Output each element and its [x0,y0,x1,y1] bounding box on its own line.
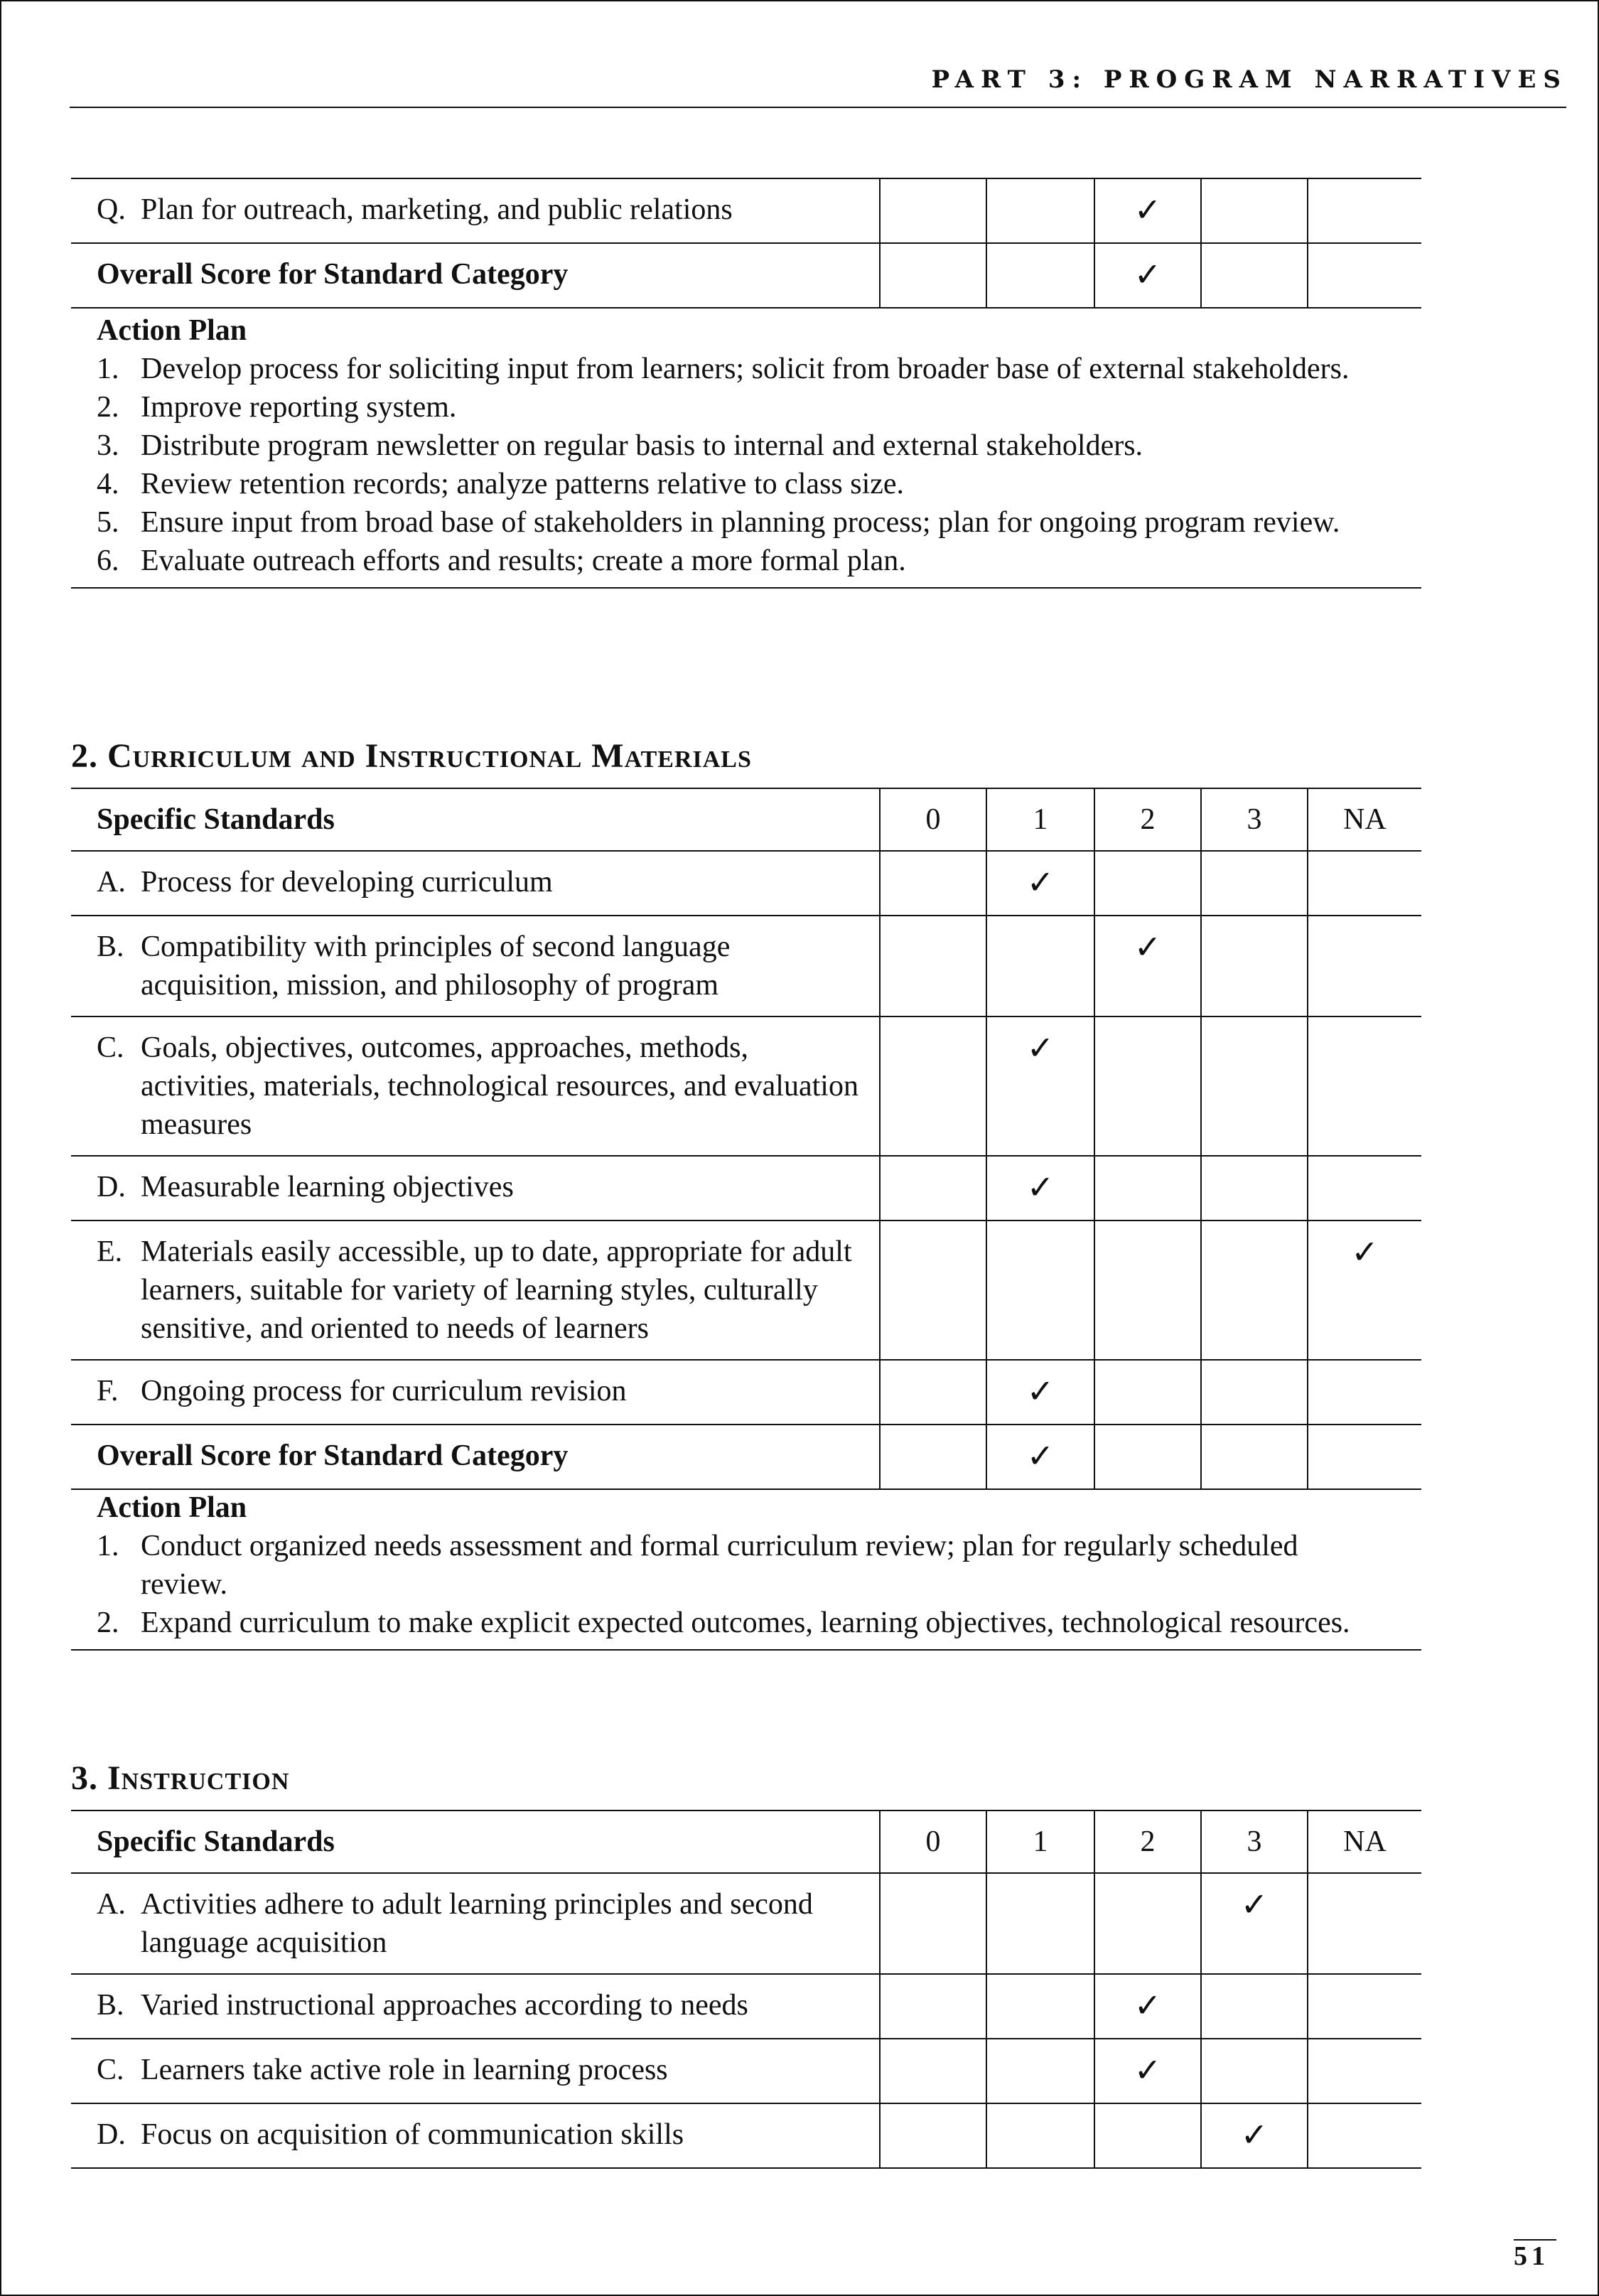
score-cell [986,1360,1094,1425]
table-row [71,1873,1421,1974]
action-plan-text: Improve reporting system. [141,391,457,424]
score-cell [1308,243,1421,308]
standard-text: Materials easily accessible, up to date, appropriate for adult learners, suitable for variety of learning styles, culturally sensitive, and oriented to needs of learners [141,1235,852,1345]
standard-item [97,1168,865,1206]
standards-table-body [71,851,1421,1489]
score-cell [1308,2039,1421,2103]
column-header-score: 1 [986,788,1094,851]
column-header-score: 3 [1201,788,1308,851]
standard-item [97,1986,865,2024]
score-cell [986,1873,1094,1974]
standards-table-curriculum [71,788,1421,1490]
score-cell [986,1221,1094,1360]
table-header-row [71,788,1421,851]
score-cell [1201,1974,1308,2039]
standard-label [71,2039,880,2103]
score-cell [880,1221,986,1360]
score-cell [880,1156,986,1221]
standards-table-outreach [71,178,1421,309]
score-cell [1201,2039,1308,2103]
header-rule [70,107,1566,108]
action-plan-item [97,1604,1379,1642]
action-plan-number: 2. [97,391,119,424]
action-plan-item [97,350,1379,388]
standards-table-body [71,178,1421,308]
table-row [71,178,1421,243]
overall-score-row [71,243,1421,308]
score-cell [880,916,986,1016]
standard-label [71,1974,880,2039]
table-row [71,2039,1421,2103]
score-cell [1094,916,1201,1016]
standard-label [71,1873,880,1974]
score-cell [1308,178,1421,243]
action-plan-number: 1. [97,1530,119,1562]
check-mark-icon: ✓ [1134,255,1162,294]
score-cell [986,1974,1094,2039]
standard-item [97,2051,865,2089]
table-row [71,851,1421,916]
score-cell [880,1974,986,2039]
standard-item [97,1885,865,1962]
standard-item [97,1029,865,1144]
column-header-specific-standards: Specific Standards [71,788,880,851]
standard-item [97,1233,865,1348]
score-cell [986,851,1094,916]
standard-letter: D. [97,1171,126,1203]
check-mark-icon: ✓ [1026,1168,1055,1206]
action-plan-list [97,1527,1379,1642]
score-cell [1308,1156,1421,1221]
action-plan-section1 [71,301,1421,589]
standard-text: Varied instructional approaches according to needs [141,1989,748,2022]
score-cell [1201,178,1308,243]
score-cell [1094,1873,1201,1974]
table-row [71,2103,1421,2168]
standard-text: Overall Score for Standard Category [97,1439,569,1472]
standards-table-header [71,788,1421,851]
score-cell [1094,1221,1201,1360]
score-cell [986,178,1094,243]
action-plan-text: Conduct organized needs assessment and formal curriculum review; plan for regularly scheduled review. [141,1530,1298,1601]
standard-text: Goals, objectives, outcomes, approaches, methods, activities, materials, technological resources, and evaluation measures [141,1031,858,1141]
action-plan-item [97,1527,1379,1604]
action-plan-item [97,503,1379,542]
standard-label [71,916,880,1016]
action-plan-item [97,388,1379,427]
action-plan-title: Action Plan [97,1491,247,1524]
standard-text: Activities adhere to adult learning principles and second language acquisition [141,1888,813,1959]
action-plan-number: 3. [97,429,119,462]
standards-table-body [71,1873,1421,2168]
score-cell [880,2103,986,2168]
column-header-specific-standards: Specific Standards [71,1810,880,1873]
score-cell [1201,851,1308,916]
score-cell [1308,851,1421,916]
standard-label [71,1360,880,1425]
standard-item [97,1372,865,1410]
check-mark-icon: ✓ [1134,1986,1162,2024]
column-header-score: 1 [986,1810,1094,1873]
score-cell [1094,2039,1201,2103]
running-head: PART 3: PROGRAM NARRATIVES [931,65,1568,94]
standard-letter: D. [97,2118,126,2151]
action-plan-number: 1. [97,353,119,385]
score-cell [1094,243,1201,308]
score-cell [986,243,1094,308]
standard-label [71,1016,880,1156]
column-header-score: NA [1308,788,1421,851]
table-row [71,1156,1421,1221]
check-mark-icon: ✓ [1240,2115,1269,2154]
action-plan-text: Review retention records; analyze patterns relative to class size. [141,468,905,500]
standards-table-header [71,1810,1421,1873]
action-plan-text: Ensure input from broad base of stakeholders in planning process; plan for ongoing program review. [141,506,1340,539]
score-cell [880,851,986,916]
score-cell [880,2039,986,2103]
action-plan-text: Distribute program newsletter on regular basis to internal and external stakeholders. [141,429,1143,462]
score-cell [1308,1873,1421,1974]
column-header-score: 2 [1094,788,1201,851]
score-cell [880,178,986,243]
standard-text: Compatibility with principles of second language acquisition, mission, and philosophy of program [141,930,731,1002]
check-mark-icon: ✓ [1134,191,1162,229]
check-mark-icon: ✓ [1026,1029,1055,1067]
standard-letter: B. [97,930,124,963]
column-header-score: 0 [880,1810,986,1873]
standard-letter: A. [97,1888,126,1921]
check-mark-icon: ✓ [1134,2051,1162,2089]
standard-item [97,2115,865,2154]
action-plan-list [97,350,1379,580]
standard-text: Overall Score for Standard Category [97,258,569,291]
standard-text: Plan for outreach, marketing, and public relations [141,193,733,226]
score-cell [986,2039,1094,2103]
standard-label [71,178,880,243]
column-header-score: 2 [1094,1810,1201,1873]
score-cell [1308,1360,1421,1425]
standard-letter: F. [97,1375,119,1407]
score-cell [986,916,1094,1016]
score-cell [1201,1016,1308,1156]
action-plan-number: 6. [97,545,119,577]
standard-letter: Q. [97,193,126,226]
score-cell [880,243,986,308]
score-cell [1201,1156,1308,1221]
table-row [71,1221,1421,1360]
score-cell [1094,851,1201,916]
score-cell [986,1156,1094,1221]
action-plan-number: 2. [97,1606,119,1639]
score-cell [1201,1360,1308,1425]
score-cell [1308,1221,1421,1360]
standard-letter: B. [97,1989,124,2022]
column-header-score: 0 [880,788,986,851]
score-cell [1201,1221,1308,1360]
table-row [71,916,1421,1016]
action-plan-text: Develop process for soliciting input from learners; solicit from broader base of external stakeholders. [141,353,1350,385]
check-mark-icon: ✓ [1134,928,1162,966]
standard-letter: A. [97,866,126,898]
score-cell [1308,1016,1421,1156]
score-cell [1201,243,1308,308]
standard-label [71,851,880,916]
standard-label [71,1156,880,1221]
score-cell [1094,1974,1201,2039]
standard-text: Measurable learning objectives [141,1171,514,1203]
page-number: 51 [1514,2241,1549,2271]
score-cell [1308,2103,1421,2168]
standard-text: Process for developing curriculum [141,866,553,898]
action-plan-number: 5. [97,506,119,539]
table-row [71,1360,1421,1425]
score-cell [986,1016,1094,1156]
section-heading-curriculum: 2. Curriculum and Instructional Materials [71,737,752,775]
score-cell [1094,178,1201,243]
action-plan-section2 [71,1479,1421,1651]
standard-text: Ongoing process for curriculum revision [141,1375,627,1407]
standard-text: Learners take active role in learning process [141,2054,668,2086]
check-mark-icon: ✓ [1026,1437,1055,1475]
score-cell [986,2103,1094,2168]
standard-text: Focus on acquisition of communication skills [141,2118,684,2151]
standard-label [71,243,880,308]
standard-letter: C. [97,2054,124,2086]
score-cell [1094,1016,1201,1156]
table-header-row [71,1810,1421,1873]
action-plan-item [97,427,1379,465]
column-header-score: 3 [1201,1810,1308,1873]
score-cell [880,1873,986,1974]
score-cell [1201,916,1308,1016]
standard-letter: C. [97,1031,124,1064]
action-plan-text: Evaluate outreach efforts and results; create a more formal plan. [141,545,906,577]
table-row [71,1974,1421,2039]
score-cell [880,1360,986,1425]
standard-item [97,863,865,901]
score-cell [1201,2103,1308,2168]
score-cell [1094,1360,1201,1425]
check-mark-icon: ✓ [1351,1233,1379,1271]
check-mark-icon: ✓ [1026,1372,1055,1410]
score-cell [1094,1156,1201,1221]
score-cell [1094,2103,1201,2168]
score-cell [1201,1873,1308,1974]
standard-label [71,1221,880,1360]
table-row [71,1016,1421,1156]
standards-table-instruction [71,1810,1421,2169]
standard-item [97,191,865,229]
score-cell [1308,916,1421,1016]
action-plan-title: Action Plan [97,314,247,347]
action-plan-number: 4. [97,468,119,500]
column-header-score: NA [1308,1810,1421,1873]
score-cell [880,1016,986,1156]
check-mark-icon: ✓ [1240,1885,1269,1924]
action-plan-item [97,465,1379,503]
standard-item [97,928,865,1004]
score-cell [1308,1974,1421,2039]
standard-label [71,2103,880,2168]
action-plan-item [97,542,1379,580]
section-heading-instruction: 3. Instruction [71,1759,290,1797]
standard-letter: E. [97,1235,123,1268]
check-mark-icon: ✓ [1026,863,1055,901]
action-plan-text: Expand curriculum to make explicit expected outcomes, learning objectives, technological resources. [141,1606,1350,1639]
